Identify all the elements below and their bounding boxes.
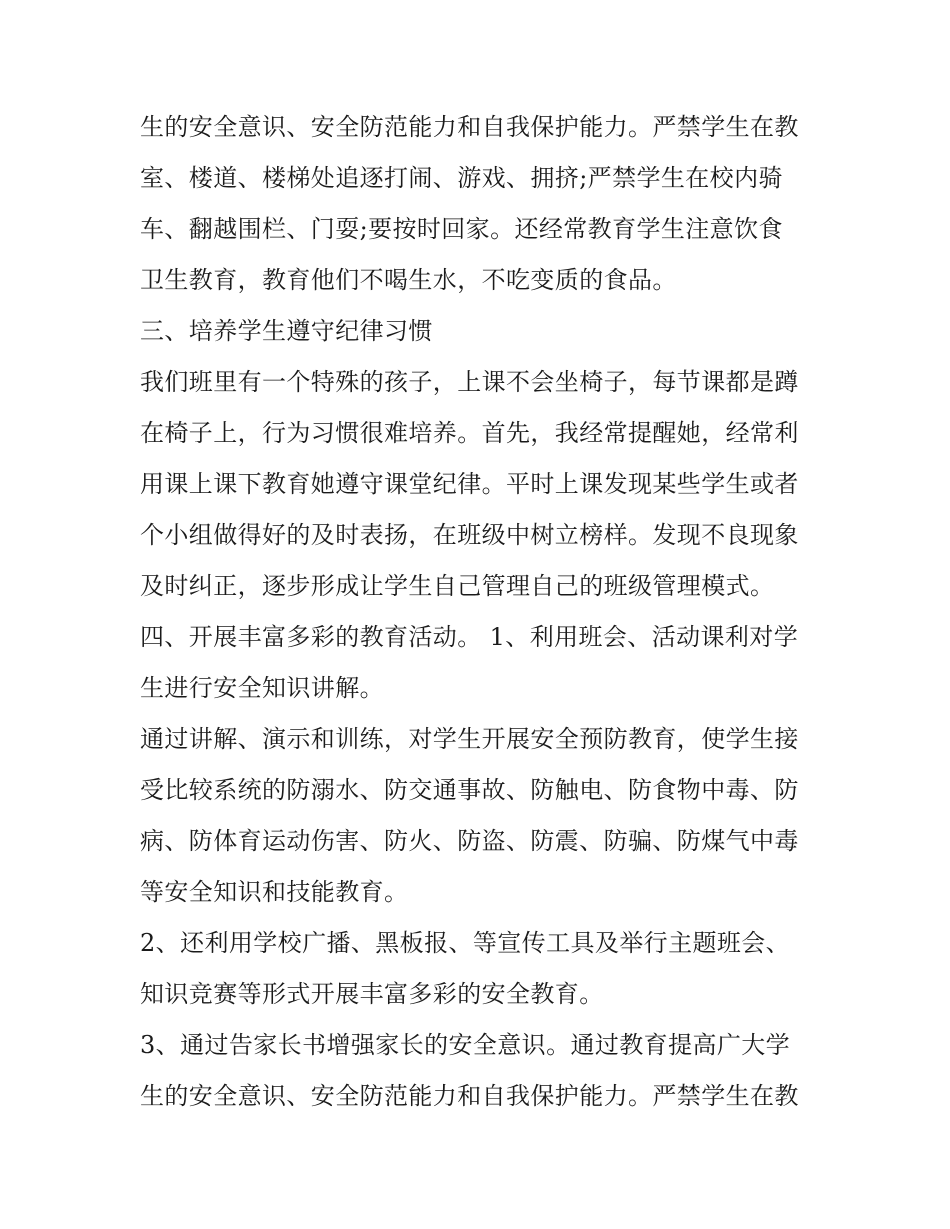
text-line: 知识竞赛等形式开展丰富多彩的安全教育。 (140, 980, 604, 1008)
text-line: 生进行安全知识讲解。 (140, 674, 384, 702)
text-line: 及时纠正，逐步形成让学生自己管理自己的班级管理模式。 (140, 572, 775, 600)
section-heading-3: 三、培养学生遵守纪律习惯 (140, 317, 433, 345)
text-line: 室、楼道、楼梯处追逐打闹、游戏、拥挤;严禁学生在校内骑 (140, 164, 783, 192)
text-line: 在椅子上，行为习惯很难培养。首先，我经常提醒她，经常利 (140, 419, 799, 447)
section-heading-4: 四、开展丰富多彩的教育活动。 1、利用班会、活动课利对学 (140, 623, 799, 651)
document-body (140, 102, 820, 1122)
text-line: 用课上课下教育她遵守课堂纪律。平时上课发现某些学生或者 (140, 470, 799, 498)
text-line: 病、防体育运动伤害、防火、防盗、防震、防骗、防煤气中毒 (140, 827, 799, 855)
text-line: 2、还利用学校广播、黑板报、等宣传工具及举行主题班会、 (140, 929, 791, 957)
text-line: 通过讲解、演示和训练，对学生开展安全预防教育，使学生接 (140, 725, 799, 753)
text-line: 生的安全意识、安全防范能力和自我保护能力。严禁学生在教 (140, 113, 799, 141)
text-line: 受比较系统的防溺水、防交通事故、防触电、防食物中毒、防 (140, 776, 799, 804)
text-line: 生的安全意识、安全防范能力和自我保护能力。严禁学生在教 (140, 1082, 799, 1110)
text-line: 等安全知识和技能教育。 (140, 878, 409, 906)
text-line: 3、通过告家长书增强家长的安全意识。通过教育提高广大学 (140, 1031, 791, 1059)
text-line: 卫生教育，教育他们不喝生水，不吃变质的食品。 (140, 266, 677, 294)
text-line: 个小组做得好的及时表扬，在班级中树立榜样。发现不良现象 (140, 521, 799, 549)
text-line: 车、翻越围栏、门耍;要按时回家。还经常教育学生注意饮食 (140, 215, 783, 243)
text-line: 我们班里有一个特殊的孩子，上课不会坐椅子，每节课都是蹲 (140, 368, 799, 396)
